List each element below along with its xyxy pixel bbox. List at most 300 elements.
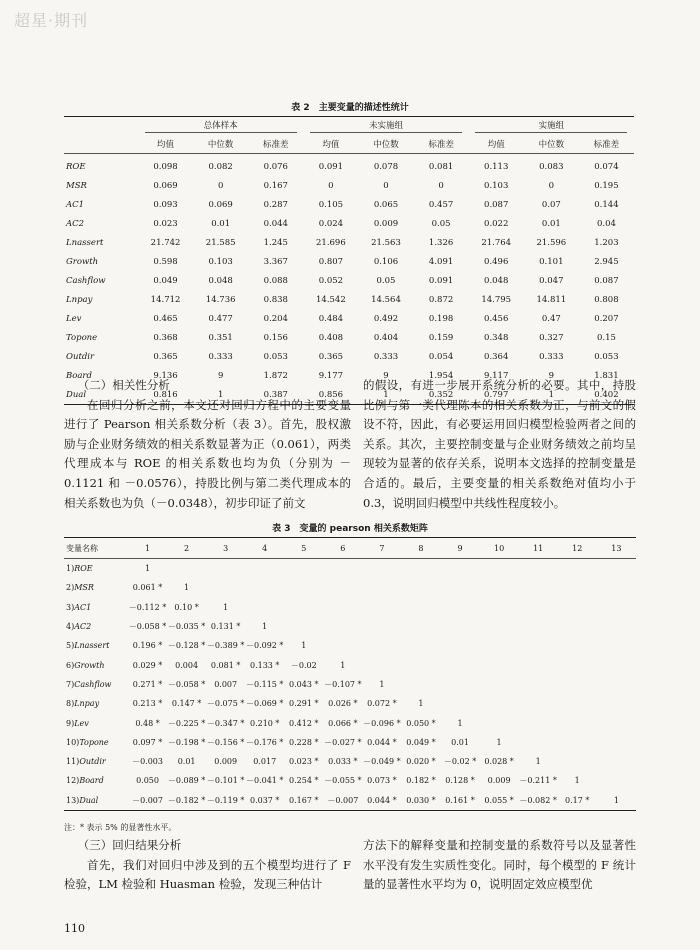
table2-group-header: [469, 117, 634, 135]
table-cell: 0.076: [263, 161, 288, 172]
row-variable-name: Growth: [66, 256, 99, 267]
row-variable-label: [64, 636, 128, 655]
row-variable-name: Board: [79, 776, 104, 786]
row-index: 5): [66, 641, 75, 651]
table2-group-header: [138, 117, 303, 135]
row-variable-label: [64, 752, 128, 771]
table-cell: －0.007: [132, 795, 163, 805]
table-cell: －0.035 *: [167, 622, 206, 632]
empty-cell: [245, 559, 284, 579]
table-cell: 0.026 *: [328, 699, 358, 709]
row-variable-name: AC2: [66, 218, 85, 229]
table3-column-header: 11: [519, 538, 558, 559]
table-cell: 0.091: [428, 275, 454, 286]
row-variable-name: Lev: [74, 718, 89, 728]
empty-cell: [597, 752, 636, 771]
table3-column-header: 3: [206, 538, 245, 559]
table-cell: 0.007: [214, 679, 238, 689]
table-cell: 1.326: [428, 237, 454, 248]
section2-right-column: [363, 376, 636, 513]
table-cell: 0.04: [596, 218, 616, 229]
table-cell: 21.764: [481, 237, 512, 248]
table-row: [64, 252, 634, 271]
row-variable-name: AC2: [74, 622, 92, 632]
table-row: [64, 655, 636, 674]
table-cell: 0.009: [373, 218, 399, 229]
table-cell: 1: [340, 660, 346, 670]
table-cell: 0.10 *: [174, 602, 199, 612]
table-cell: 1: [217, 389, 224, 400]
table-cell: 0.17 *: [565, 795, 590, 805]
empty-cell: [284, 617, 323, 636]
row-index: 10): [66, 737, 80, 747]
empty-cell: [558, 578, 597, 597]
table-cell: －0.003: [132, 757, 163, 767]
empty-cell: [597, 675, 636, 694]
row-variable-label: [64, 675, 128, 694]
table3-column-header: 变量名称: [64, 538, 128, 559]
table-cell: 0.351: [208, 332, 233, 343]
table-cell: －0.119 *: [206, 795, 245, 805]
table-cell: 0.477: [208, 313, 233, 324]
row-variable-name: Topone: [79, 737, 109, 747]
empty-cell: [284, 578, 323, 597]
table-cell: 0.101: [539, 256, 564, 267]
empty-cell: [597, 655, 636, 674]
row-variable-name: Topone: [66, 332, 98, 343]
table-cell: 0.009: [487, 776, 511, 786]
table-row: [64, 713, 636, 732]
table-cell: 0.387: [263, 389, 288, 400]
table-cell: 0: [383, 180, 389, 191]
row-variable-label: [64, 694, 128, 713]
row-index: 3): [66, 602, 75, 612]
empty-cell: [597, 578, 636, 597]
table-cell: 0.037 *: [249, 795, 280, 805]
table-cell: 1: [535, 757, 541, 767]
row-index: 9): [66, 718, 75, 728]
empty-cell: [480, 598, 519, 617]
table3-note: 注：* 表示 5% 的显著性水平。: [64, 823, 177, 832]
table-cell: －0.058 *: [128, 622, 167, 632]
empty-cell: [323, 636, 362, 655]
table-cell: 0: [438, 180, 444, 191]
table-cell: －0.225 *: [167, 718, 206, 728]
empty-cell: [558, 733, 597, 752]
table-cell: 0.365: [153, 351, 178, 362]
table-cell: 0.287: [263, 199, 288, 210]
table-cell: 0.033 *: [328, 757, 358, 767]
table3-column-header: 6: [323, 538, 362, 559]
row-variable-name: ROE: [66, 161, 86, 172]
table-row: [64, 771, 636, 790]
row-variable-name: Lnpay: [74, 699, 100, 709]
table-cell: 0.105: [318, 199, 344, 210]
table-cell: 0.333: [208, 351, 233, 362]
empty-cell: [597, 771, 636, 790]
table-cell: 1.245: [263, 237, 288, 248]
row-index: 2): [66, 583, 75, 593]
row-variable-label: [64, 713, 128, 732]
table-cell: 0.088: [263, 275, 288, 286]
table-cell: 9: [217, 370, 224, 381]
table-cell: －0.198 *: [167, 737, 206, 747]
empty-cell: [558, 617, 597, 636]
table-cell: 0.113: [484, 161, 509, 172]
table-cell: 0.228 *: [289, 737, 319, 747]
empty-cell: [480, 675, 519, 694]
empty-cell: [480, 694, 519, 713]
table-cell: 0.182 *: [406, 776, 436, 786]
table-cell: 0.044 *: [367, 737, 397, 747]
table-cell: 0.408: [318, 332, 344, 343]
table-cell: 0.598: [153, 256, 178, 267]
empty-cell: [284, 598, 323, 617]
table-cell: －0.389 *: [206, 641, 245, 651]
row-index: 7): [66, 679, 75, 689]
empty-cell: [480, 578, 519, 597]
empty-cell: [441, 655, 480, 674]
table-cell: 0.020 *: [406, 757, 436, 767]
table3-column-header: 10: [480, 538, 519, 559]
table-cell: 0.091: [318, 161, 344, 172]
table-cell: 21.742: [150, 237, 181, 248]
table-row: [64, 214, 634, 233]
empty-cell: [597, 636, 636, 655]
table-cell: 0.05: [376, 275, 396, 286]
table-cell: 0.271 *: [132, 679, 163, 689]
row-variable-name: AC1: [66, 199, 85, 210]
table-cell: 1: [383, 389, 389, 400]
table-cell: 0.348: [484, 332, 509, 343]
table-cell: 0.047: [539, 275, 564, 286]
table-cell: 0.01: [451, 737, 469, 747]
empty-cell: [597, 617, 636, 636]
table-cell: 0.352: [428, 389, 454, 400]
empty-cell: [362, 617, 401, 636]
table2-column-header: 中位数: [193, 134, 248, 154]
table-cell: 0.106: [373, 256, 399, 267]
empty-cell: [519, 694, 558, 713]
table-cell: －0.347 *: [206, 718, 245, 728]
table-cell: 0.028 *: [484, 757, 514, 767]
empty-cell: [519, 598, 558, 617]
row-variable-name: Lnpay: [66, 294, 93, 305]
table-cell: －0.211 *: [519, 776, 557, 786]
row-variable-label: [64, 655, 128, 674]
table-row: [64, 598, 636, 617]
empty-cell: [401, 617, 440, 636]
empty-cell: [480, 636, 519, 655]
table-cell: 21.596: [536, 237, 567, 248]
table-cell: 0.004: [175, 660, 199, 670]
table-cell: 0.465: [153, 313, 178, 324]
table-cell: 0.050 *: [406, 718, 436, 728]
table-row: [64, 617, 636, 636]
table-cell: 14.795: [481, 294, 512, 305]
table-cell: 9.136: [153, 370, 178, 381]
empty-cell: [597, 598, 636, 617]
table-cell: 0.456: [484, 313, 509, 324]
table-cell: 0: [217, 180, 224, 191]
table-cell: －0.092 *: [245, 641, 284, 651]
empty-cell: [597, 713, 636, 732]
empty-cell: [362, 578, 401, 597]
table-cell: －0.182 *: [167, 795, 206, 805]
table-cell: 0.087: [484, 199, 509, 210]
table-cell: 0.053: [263, 351, 288, 362]
table-cell: 0.093: [153, 199, 178, 210]
table-cell: 0.807: [318, 256, 344, 267]
row-variable-name: AC1: [74, 602, 92, 612]
table-cell: 0: [328, 180, 334, 191]
section3-right-column: [363, 836, 636, 895]
table-cell: －0.007: [327, 795, 359, 805]
table-cell: 0.050: [136, 776, 159, 786]
empty-cell: [519, 636, 558, 655]
empty-cell: [519, 733, 558, 752]
row-variable-label: [64, 771, 128, 790]
table-cell: －0.055 *: [324, 776, 362, 786]
table-cell: 0.131 *: [210, 622, 241, 632]
table-cell: 0.333: [539, 351, 564, 362]
table-cell: 1.954: [428, 370, 454, 381]
row-index: 13): [66, 795, 80, 805]
table-cell: 0.044: [263, 218, 288, 229]
row-index: 11): [66, 757, 80, 767]
table-cell: 0.254 *: [289, 776, 319, 786]
row-index: 4): [66, 622, 75, 632]
row-variable-name: MSR: [74, 583, 94, 593]
table-cell: 1.203: [594, 237, 619, 248]
table3-column-header: 4: [245, 538, 284, 559]
table-cell: 0.049 *: [406, 737, 436, 747]
page-number: 110: [64, 922, 85, 935]
table-cell: －0.075 *: [206, 699, 245, 709]
empty-cell: [441, 675, 480, 694]
table-cell: 9.177: [318, 370, 344, 381]
empty-cell: [441, 559, 480, 579]
table-cell: －0.176 *: [245, 737, 284, 747]
table-row: [64, 328, 634, 347]
table-cell: 4.091: [428, 256, 454, 267]
table-cell: 0.061 *: [132, 583, 163, 593]
row-variable-label: [64, 578, 128, 597]
table-cell: 0.097 *: [132, 737, 163, 747]
table-cell: 0.081 *: [210, 660, 241, 670]
table-cell: 1: [301, 641, 307, 651]
row-variable-label: [64, 791, 128, 811]
table-cell: 9: [383, 370, 389, 381]
table-cell: －0.156 *: [206, 737, 245, 747]
table-row: [64, 733, 636, 752]
table-cell: 0.087: [594, 275, 619, 286]
table2-group-label: 实施组: [475, 119, 627, 133]
table3-column-header: 8: [401, 538, 440, 559]
empty-cell: [167, 559, 206, 579]
table-cell: 1: [496, 737, 502, 747]
table-cell: 0.838: [263, 294, 288, 305]
table-row: [64, 636, 636, 655]
table-cell: 2.945: [594, 256, 619, 267]
empty-cell: [362, 655, 401, 674]
row-index: 8): [66, 699, 75, 709]
table-cell: 0.065: [373, 199, 399, 210]
table-cell: 0.030 *: [406, 795, 436, 805]
table-cell: 0.210 *: [249, 718, 280, 728]
table-row: [64, 195, 634, 214]
table-cell: 0.364: [484, 351, 509, 362]
table-cell: 0.47: [541, 313, 561, 324]
empty-cell: [362, 598, 401, 617]
table-cell: 21.563: [371, 237, 401, 248]
empty-cell: [480, 617, 519, 636]
empty-cell: [441, 598, 480, 617]
table-cell: －0.058 *: [167, 679, 206, 689]
table-row: [64, 271, 634, 290]
table3-column-header: 12: [558, 538, 597, 559]
table-row: [64, 752, 636, 771]
row-variable-name: Lev: [66, 313, 82, 324]
table-cell: 0.024: [318, 218, 344, 229]
table-cell: －0.112 *: [128, 602, 167, 612]
table-cell: －0.101 *: [206, 776, 245, 786]
empty-cell: [480, 559, 519, 579]
table-cell: 0.103: [484, 180, 509, 191]
table-cell: 0.167 *: [289, 795, 319, 805]
section2-heading: （二）相关性分析: [77, 378, 170, 392]
table-cell: 0.052: [318, 275, 344, 286]
table-cell: 14.542: [316, 294, 346, 305]
table-cell: 0.029 *: [132, 660, 163, 670]
empty-cell: [401, 675, 440, 694]
table-cell: 0.073 *: [367, 776, 397, 786]
table-cell: 0.204: [263, 313, 288, 324]
row-variable-name: MSR: [66, 180, 87, 191]
table-cell: 1: [144, 564, 151, 574]
table-cell: 0.048: [208, 275, 233, 286]
table-cell: 0.402: [594, 389, 619, 400]
empty-cell: [558, 752, 597, 771]
table2-column-header: 均值: [138, 134, 193, 154]
table-cell: 1: [379, 679, 385, 689]
row-variable-name: Dual: [66, 389, 87, 400]
table-row: [64, 791, 636, 811]
table-cell: 0.291 *: [289, 699, 319, 709]
empty-cell: [245, 578, 284, 597]
table-cell: 0.196 *: [132, 641, 163, 651]
empty-cell: [558, 675, 597, 694]
table2-group-label: 总体样本: [145, 119, 297, 133]
table-cell: －0.02 *: [443, 757, 477, 767]
table-row: [64, 675, 636, 694]
table-cell: 0.213 *: [132, 699, 163, 709]
table3-column-header: 5: [284, 538, 323, 559]
table-cell: －0.115 *: [245, 679, 284, 689]
empty-cell: [323, 617, 362, 636]
table-cell: 0.15: [596, 332, 616, 343]
table-cell: 1: [574, 776, 580, 786]
table-cell: 0.055 *: [484, 795, 514, 805]
table-cell: 0.872: [428, 294, 454, 305]
table-cell: 0.167: [263, 180, 288, 191]
table-cell: 1: [223, 602, 229, 612]
table-cell: 14.712: [150, 294, 181, 305]
table-cell: 14.811: [536, 294, 567, 305]
empty-cell: [362, 559, 401, 579]
table-cell: 0.072 *: [367, 699, 397, 709]
row-variable-name: Lnassert: [66, 237, 104, 248]
table-cell: 9: [548, 370, 555, 381]
row-variable-name: Cashflow: [74, 679, 112, 689]
table-cell: 0.069: [208, 199, 233, 210]
empty-cell: [480, 713, 519, 732]
empty-cell: [441, 617, 480, 636]
table3-caption: 表 3 变量的 pearson 相关系数矩阵: [272, 524, 428, 534]
table3-column-header: 13: [597, 538, 636, 559]
row-index: 6): [66, 660, 75, 670]
table-row: [64, 309, 634, 328]
table-cell: 0.496: [484, 256, 509, 267]
empty-cell: [597, 559, 636, 579]
table-cell: 0.049: [153, 275, 178, 286]
table-cell: 1: [613, 795, 619, 805]
row-variable-name: Growth: [74, 660, 105, 670]
row-index: 1): [66, 564, 75, 574]
table-cell: －0.089 *: [167, 776, 206, 786]
table-cell: 0.492: [373, 313, 399, 324]
table-cell: 0.808: [594, 294, 619, 305]
table-cell: 0: [548, 180, 555, 191]
table-cell: 0.103: [208, 256, 233, 267]
empty-cell: [401, 559, 440, 579]
table-row: [64, 233, 634, 252]
table-cell: 0.081: [428, 161, 454, 172]
table-cell: 0.207: [594, 313, 619, 324]
table-cell: 0.07: [541, 199, 561, 210]
table-cell: 0.082: [208, 161, 233, 172]
table-cell: 0.098: [153, 161, 178, 172]
table-cell: 0.133 *: [249, 660, 280, 670]
row-index: 12): [66, 776, 80, 786]
table-row: [64, 176, 634, 195]
empty-cell: [558, 694, 597, 713]
table-cell: 0.023 *: [289, 757, 319, 767]
table-cell: 0.457: [428, 199, 454, 210]
table2-caption: 表 2 主要变量的描述性统计: [291, 103, 409, 113]
table-cell: 9.117: [484, 370, 509, 381]
table-cell: 0.009: [214, 757, 238, 767]
table3-column-header: 2: [167, 538, 206, 559]
section2-right-text: 的假设，有进一步展开系统分析的必要。其中，持股比例与第一类代理陈本的相关系数为正，与前文的假设不符，因此，有必要运用回归模型检验两者之间的关系。其次，主要控制变量与企业财务绩效之前均呈现较为显著的依存关系，说明本文选择的控制变量是合适的。最后，主要变量的相关系数绝对值均小于 0.3，说明回归模型中共线性程度较小。: [363, 378, 636, 510]
table-cell: 1.872: [263, 370, 288, 381]
empty-cell: [519, 578, 558, 597]
table-cell: 0.017: [253, 757, 277, 767]
table-cell: 0.083: [539, 161, 564, 172]
empty-cell: [284, 559, 323, 579]
descriptive-stats-table: [64, 116, 634, 405]
table-cell: 0.404: [373, 332, 399, 343]
empty-cell: [597, 694, 636, 713]
table-cell: 0.066 *: [328, 718, 358, 728]
table-cell: 0.023: [153, 218, 178, 229]
table-cell: －0.041 *: [245, 776, 284, 786]
table-cell: －0.027 *: [324, 737, 362, 747]
row-variable-name: Lnassert: [74, 641, 110, 651]
empty-cell: [558, 655, 597, 674]
table-cell: 0.01: [541, 218, 561, 229]
row-variable-label: [64, 617, 128, 636]
